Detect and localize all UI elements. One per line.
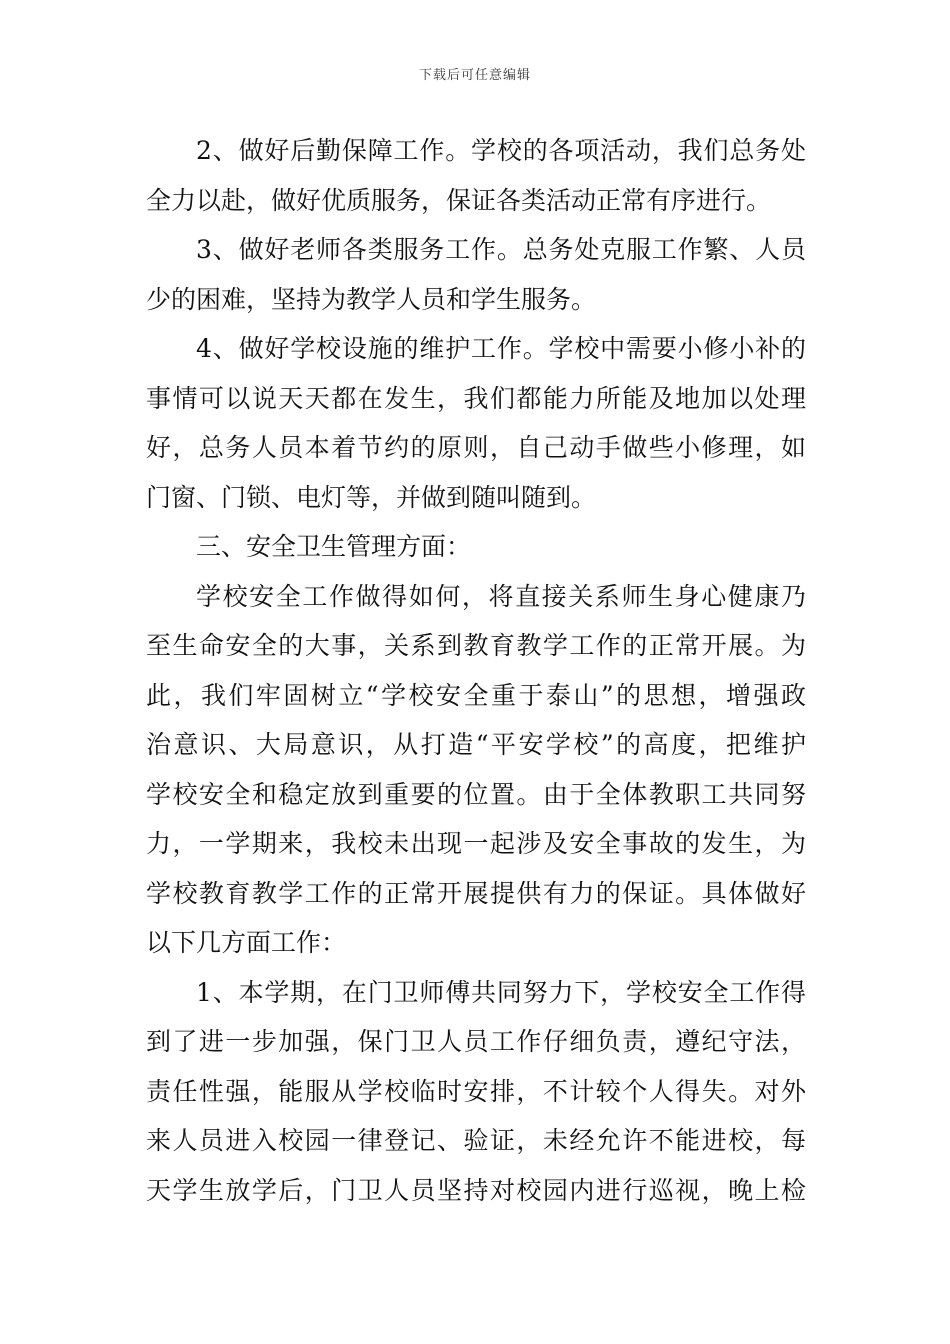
text-line: 治意识、大局意识，从打造“平安学校”的高度，把维护	[146, 730, 806, 759]
text-line: 门窗、门锁、电灯等，并做到随叫随到。	[146, 482, 597, 512]
text-line: 此，我们牢固树立“学校安全重于泰山”的思想，增强政	[146, 680, 806, 710]
text-line: 三、安全卫生管理方面：	[196, 532, 472, 561]
text-line: 责任性强，能服从学校临时安排，不计较个人得失。对外	[146, 1076, 806, 1106]
text-line: 天学生放学后，门卫人员坚持对校园内进行巡视，晚上检	[146, 1175, 806, 1205]
text-line: 学校安全工作做得如何，将直接关系师生身心健康乃	[196, 581, 806, 611]
text-line: 好，总务人员本着节约的原则，自己动手做些小修理，如	[146, 433, 806, 462]
text-line: 以下几方面工作：	[146, 928, 347, 957]
text-line: 2、做好后勤保障工作。学校的各项活动，我们总务处	[196, 136, 806, 165]
text-line: 力，一学期来，我校未出现一起涉及安全事故的发生，为	[146, 829, 806, 858]
text-line: 事情可以说天天都在发生，我们都能力所能及地加以处理	[146, 383, 806, 413]
text-line: 来人员进入校园一律登记、验证，未经允许不能进校，每	[146, 1126, 806, 1155]
page-header: 下载后可任意编辑	[418, 68, 531, 83]
document-body	[146, 126, 806, 1215]
text-line: 全力以赴，做好优质服务，保证各类活动正常有序进行。	[146, 185, 772, 215]
text-line: 学校安全和稳定放到重要的位置。由于全体教职工共同努	[146, 779, 806, 809]
text-line: 学校教育教学工作的正常开展提供有力的保证。具体做好	[146, 878, 806, 908]
text-line: 少的困难，坚持为教学人员和学生服务。	[146, 284, 597, 314]
text-line: 3、做好老师各类服务工作。总务处克服工作繁、人员	[196, 235, 806, 264]
text-line: 到了进一步加强，保门卫人员工作仔细负责，遵纪守法，	[146, 1027, 806, 1056]
text-line: 4、做好学校设施的维护工作。学校中需要小修小补的	[196, 334, 806, 363]
text-line: 1、本学期，在门卫师傅共同努力下，学校安全工作得	[196, 977, 806, 1007]
text-line: 至生命安全的大事，关系到教育教学工作的正常开展。为	[146, 631, 806, 660]
